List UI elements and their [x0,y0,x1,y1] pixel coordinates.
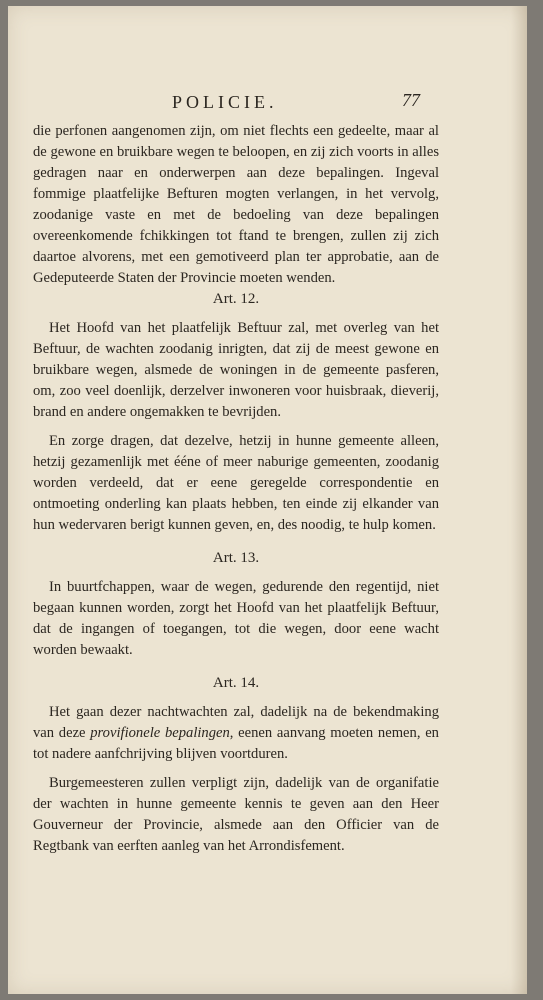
paragraph-continuation: die perfonen aangenomen zijn, om niet flechts een gedeelte, maar al de gewone en bruikbare wegen te beloopen, en zij zich voorts in alles gedragen naar en onderwerpen aan deze bepalingen. Ingeval fommige plaatfelijke Befturen mogten verlangen, in het vervolg, zoodanige vaste en met de bedoeling van deze bepalingen overeenkomende fchikkingen tot ftand te brengen, zullen zij zich daartoe alvorens, met een gemotiveerd plan ter approbatie, aan de Gedeputeerde Staten der Provincie moeten wenden. [33,123,439,286]
article-heading-14: Art. 14. [212,675,260,691]
paragraph-art13: In buurtfchappen, waar de wegen, gedurende den regentijd, niet begaan kunnen worden, zorgt het Hoofd van het plaatfelijk Beftuur, dat de ingangen of toegangen, tot die wegen, door eene wacht worden bewaakt. [33,579,439,658]
italic-phrase: provifionele bepalingen [90,725,230,741]
page-number: 77 [402,90,420,110]
page-header [8,86,527,116]
page-edge-shadow [511,6,527,994]
running-head: POLICIE. [172,92,278,112]
book-page [8,6,527,994]
paragraph-art14-1-start: Het gaan dezer nachtwachten zal, dadelijk na de bekendmaking van deze [33,704,439,741]
article-heading-13: Art. 13. [212,550,260,566]
paragraph-art12-1: Het Hoofd van het plaatfelijk Beftuur zal, met overleg van het Beftuur, de wachten zoodanig inrigten, dat zij de meest gewone en bruikbare wegen, alsmede de woningen in de gemeente pasferen, om, zoo veel doenlijk, derzelver inwoneren voor huisbraak, dieverij, brand en andere ongemakken te bevrijden. [33,320,439,420]
paragraph-art14-1 [33,702,439,765]
paragraph-art14-2: Burgemeesteren zullen verpligt zijn, dadelijk van de organifatie der wachten in hunne gemeente kennis te geven aan den Heer Gouverneur der Provincie, alsmede aan den Officier van de Regtbank van eerften aanleg van het Arrondisfement. [33,775,439,854]
paragraph-art14-1-end: , eenen aanvang moeten nemen, en tot nadere aanfchrijving blijven voortduren. [33,725,439,762]
article-heading-12: Art. 12. [212,291,260,307]
body-text [33,121,439,857]
paragraph-art12-2: En zorge dragen, dat dezelve, hetzij in hunne gemeente alleen, hetzij gezamenlijk met ééne of meer naburige gemeenten, zoodanig worden verdeeld, dat er eene geregelde correspondentie en ontmoeting onderling kan plaats hebben, ten einde zij elkander van hun wedervaren berigt kunnen geven, en, des noodig, te hulp komen. [33,433,439,533]
